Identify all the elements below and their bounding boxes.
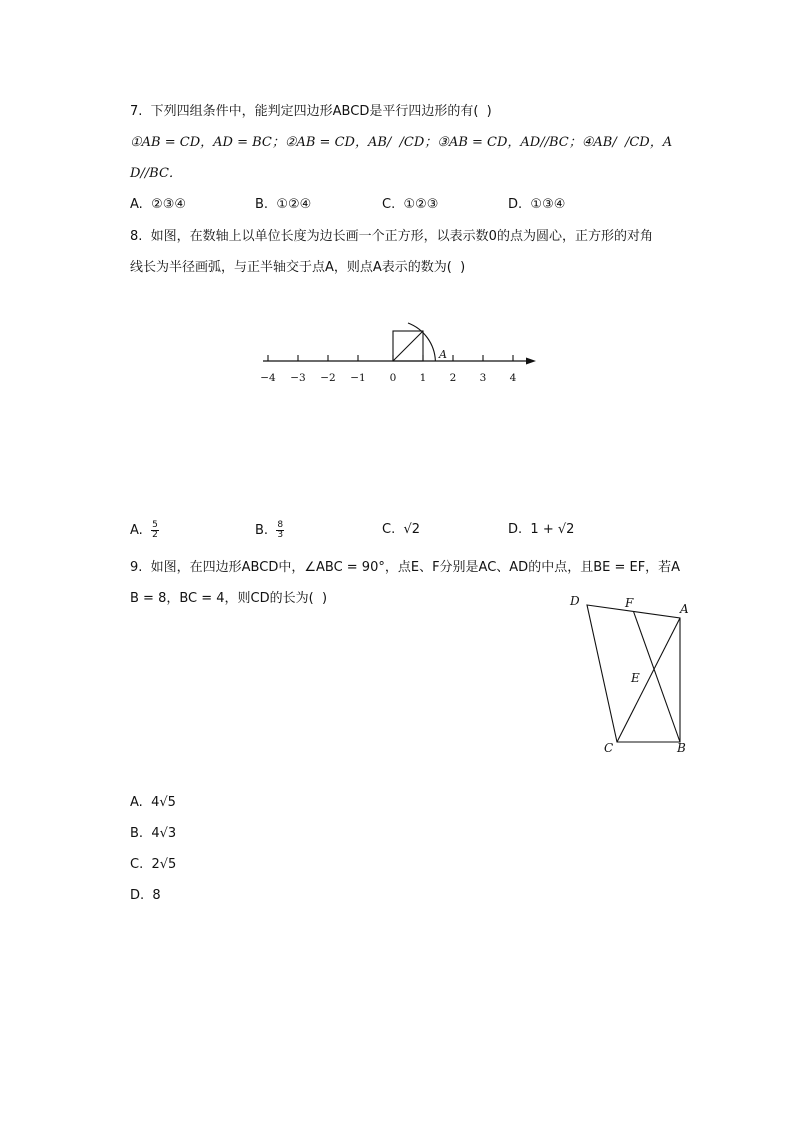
axis-arrow: [526, 358, 536, 365]
vertex-b-label: B: [677, 741, 686, 755]
vertex-d-label: D: [570, 594, 580, 608]
point-a-label: A: [439, 348, 447, 361]
option-text: ①③④: [530, 197, 566, 212]
option-letter: A.: [130, 795, 143, 810]
tick-label: −3: [290, 372, 306, 384]
option-letter: B.: [255, 197, 269, 212]
fraction: [151, 521, 159, 540]
option-letter: D.: [508, 197, 523, 212]
option-letter: A.: [130, 523, 143, 538]
fraction-numerator: 8: [277, 520, 284, 530]
q9-option-a[interactable]: [130, 795, 176, 810]
option-letter: B.: [130, 826, 144, 841]
option-text: ②③④: [151, 197, 187, 212]
tick-label: 2: [449, 372, 457, 384]
q7-conditions-line2: D//BC．: [130, 166, 182, 181]
q8-stem-line2: 线长为半径画弧，与正半轴交于点A，则点A表示的数为( ): [130, 260, 466, 275]
option-text: ①②③: [403, 197, 439, 212]
tick-marks: [268, 355, 513, 361]
q9-option-b[interactable]: [130, 826, 176, 841]
tick-label: 3: [479, 372, 487, 384]
option-letter: C.: [382, 197, 396, 212]
quadrilateral-figure: [562, 590, 702, 760]
fraction-denominator: 2: [152, 530, 158, 540]
tick-labels: [260, 372, 516, 384]
fraction: [276, 521, 284, 540]
tick-label: 4: [509, 372, 517, 384]
option-text: 8: [152, 888, 161, 903]
q7-conditions-line1: ①AB = CD，AD = BC；②AB = CD，AB/ /CD；③AB = CD，AD//BC；④AB/ /CD，A: [130, 135, 673, 150]
fraction-denominator: 3: [277, 530, 284, 540]
option-text: 1 + √2: [530, 522, 575, 537]
option-letter: C.: [130, 857, 144, 872]
option-letter: B.: [255, 523, 269, 538]
q8-option-d[interactable]: [508, 522, 574, 537]
option-letter: C.: [382, 522, 396, 537]
q9-stem-line2: B = 8，BC = 4，则CD的长为( ): [130, 591, 328, 606]
point-f-label: F: [625, 596, 634, 610]
number-line-figure: [255, 318, 545, 390]
tick-label: −2: [320, 372, 336, 384]
tick-label: 0: [389, 372, 397, 384]
q7-option-a[interactable]: [130, 197, 186, 212]
q7-stem: 7. 下列四组条件中，能判定四边形ABCD是平行四边形的有( ): [130, 104, 492, 119]
q9-option-c[interactable]: [130, 857, 176, 872]
q9-option-d[interactable]: [130, 888, 161, 903]
diagonal-ac: [617, 618, 680, 742]
tick-label: −4: [260, 372, 276, 384]
option-text: 2√5: [151, 857, 177, 872]
option-text: √2: [403, 522, 421, 537]
square-diagonal: [393, 331, 423, 361]
option-text: ①②④: [276, 197, 312, 212]
vertex-c-label: C: [604, 741, 614, 755]
q7-option-d[interactable]: [508, 197, 565, 212]
option-letter: D.: [130, 888, 145, 903]
option-text: 4√3: [151, 826, 177, 841]
q7-option-b[interactable]: [255, 197, 311, 212]
q8-stem-line1: 8. 如图，在数轴上以单位长度为边长画一个正方形，以表示数0的点为圆心，正方形的对角: [130, 229, 653, 244]
q7-option-c[interactable]: [382, 197, 438, 212]
q8-option-a[interactable]: [130, 521, 159, 540]
option-letter: A.: [130, 197, 143, 212]
point-e-label: E: [631, 671, 640, 685]
q8-option-c[interactable]: [382, 522, 420, 537]
option-text: 4√5: [151, 795, 176, 810]
q8-option-b[interactable]: [255, 521, 284, 540]
q9-stem-line1: 9. 如图，在四边形ABCD中，∠ABC = 90°，点E、F分别是AC、AD的中点，且BE = EF，若A: [130, 560, 681, 575]
option-letter: D.: [508, 522, 523, 537]
tick-label: −1: [350, 372, 366, 384]
tick-label: 1: [419, 372, 427, 384]
vertex-a-label: A: [680, 602, 689, 616]
fraction-numerator: 5: [152, 520, 158, 530]
